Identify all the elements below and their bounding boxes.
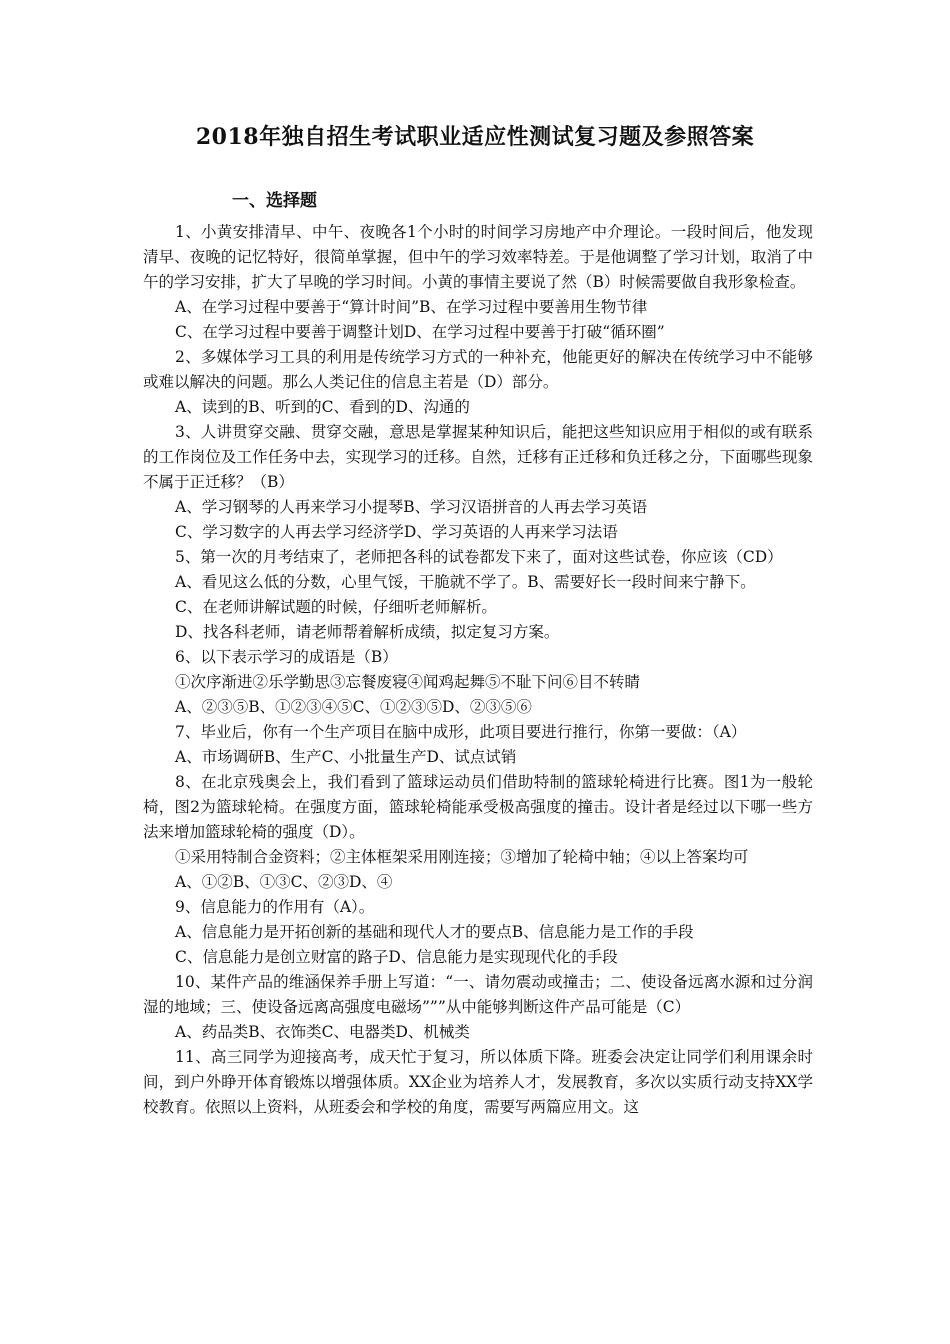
question-paragraph: 5、第一次的月考结束了，老师把各科的试卷都发下来了，面对这些试卷，你应该（CD） bbox=[175, 548, 783, 566]
document-title: 2018年独自招生考试职业适应性测试复习题及参照答案 bbox=[195, 124, 755, 150]
answer-options: A、看见这么低的分数，心里气馁，干脆就不学了。B、需要好长一段时间来宁静下。 bbox=[175, 573, 756, 591]
question-paragraph: 9、信息能力的作用有（A）。 bbox=[175, 898, 375, 916]
question-paragraph: 11、高三同学为迎接高考，成天忙于复习，所以体质下降。班委会决定让同学们利用课余时间，到户外睁开体育锻炼以增强体质。XX企业为培养人才，发展教育，多次以实质行动支持XX学校教育。依照以上资料，从班委会和学校的角度，需要写两篇应用文。这 bbox=[143, 1048, 813, 1116]
answer-options: A、读到的B、听到的C、看到的D、沟通的 bbox=[175, 398, 470, 416]
answer-options: C、信息能力是创立财富的路子D、信息能力是实现现代化的手段 bbox=[175, 948, 618, 966]
question-paragraph: 7、毕业后，你有一个生产项目在脑中成形，此项目要进行推行，你第一要做：（A） bbox=[175, 723, 747, 741]
question-paragraph: 6、以下表示学习的成语是（B） bbox=[175, 648, 398, 666]
document-body bbox=[143, 220, 813, 1120]
answer-options: C、学习数字的人再去学习经济学D、学习英语的人再来学习法语 bbox=[175, 523, 618, 541]
question-paragraph: 1、小黄安排清早、中午、夜晚各1个小时的时间学习房地产中介理论。一段时间后，他发现清早、夜晚的记忆特好，很简单掌握，但中午的学习效率特差。于是他调整了学习计划，取消了中午的学习安排，扩大了早晚的学习时间。小黄的事情主要说了然（B）时候需要做自我形象检查。 bbox=[143, 223, 813, 291]
answer-options: A、在学习过程中要善于“算计时间”B、在学习过程中要善用生物节律 bbox=[175, 298, 648, 316]
answer-options: C、在学习过程中要善于调整计划D、在学习过程中要善于打破“循环圈” bbox=[175, 323, 665, 341]
question-paragraph: 10、某件产品的维涵保养手册上写道：“一、请勿震动或撞击；二、使设备远离水源和过分润湿的地域；三、使设备远离高强度电磁场”””从中能够判断这件产品可能是（C） bbox=[143, 973, 813, 1016]
question-items: ①采用特制合金资料；②主体框架采用刚连接；③增加了轮椅中轴；④以上答案均可 bbox=[175, 848, 749, 866]
answer-options: A、信息能力是开拓创新的基础和现代人才的要点B、信息能力是工作的手段 bbox=[175, 923, 694, 941]
answer-options: A、市场调研B、生产C、小批量生产D、试点试销 bbox=[175, 748, 517, 766]
answer-options: C、在老师讲解试题的时候，仔细听老师解析。 bbox=[175, 598, 497, 616]
answer-options: D、找各科老师，请老师帮着解析成绩，拟定复习方案。 bbox=[175, 623, 560, 641]
answer-options: A、①②B、①③C、②③D、④ bbox=[175, 873, 393, 891]
question-paragraph: 8、在北京残奥会上，我们看到了篮球运动员们借助特制的篮球轮椅进行比赛。图1为一般轮椅，图2为篮球轮椅。在强度方面，篮球轮椅能承受极高强度的撞击。设计者是经过以下哪一些方法来增加篮球轮椅的强度（D）。 bbox=[143, 773, 813, 841]
answer-options: A、②③⑤B、①②③④⑤C、①②③⑤D、②③⑤⑥ bbox=[175, 698, 532, 716]
question-items: ①次序渐进②乐学勤思③忘餐废寝④闻鸡起舞⑤不耻下问⑥目不转睛 bbox=[175, 673, 641, 691]
answer-options: A、药品类B、衣饰类C、电器类D、机械类 bbox=[175, 1023, 470, 1041]
answer-options: A、学习钢琴的人再来学习小提琴B、学习汉语拼音的人再去学习英语 bbox=[175, 498, 648, 516]
question-paragraph: 3、人讲贯穿交融、贯穿交融，意思是掌握某种知识后，能把这些知识应用于相似的或有联系的工作岗位及工作任务中去，实现学习的迁移。自然，迁移有正迁移和负迁移之分，下面哪些现象不属于正迁移？（B） bbox=[143, 423, 813, 491]
question-paragraph: 2、多媒体学习工具的利用是传统学习方式的一种补充，他能更好的解决在传统学习中不能够或难以解决的问题。那么人类记住的信息主若是（D）部分。 bbox=[143, 348, 813, 391]
section-heading: 一、选择题 bbox=[232, 191, 317, 211]
